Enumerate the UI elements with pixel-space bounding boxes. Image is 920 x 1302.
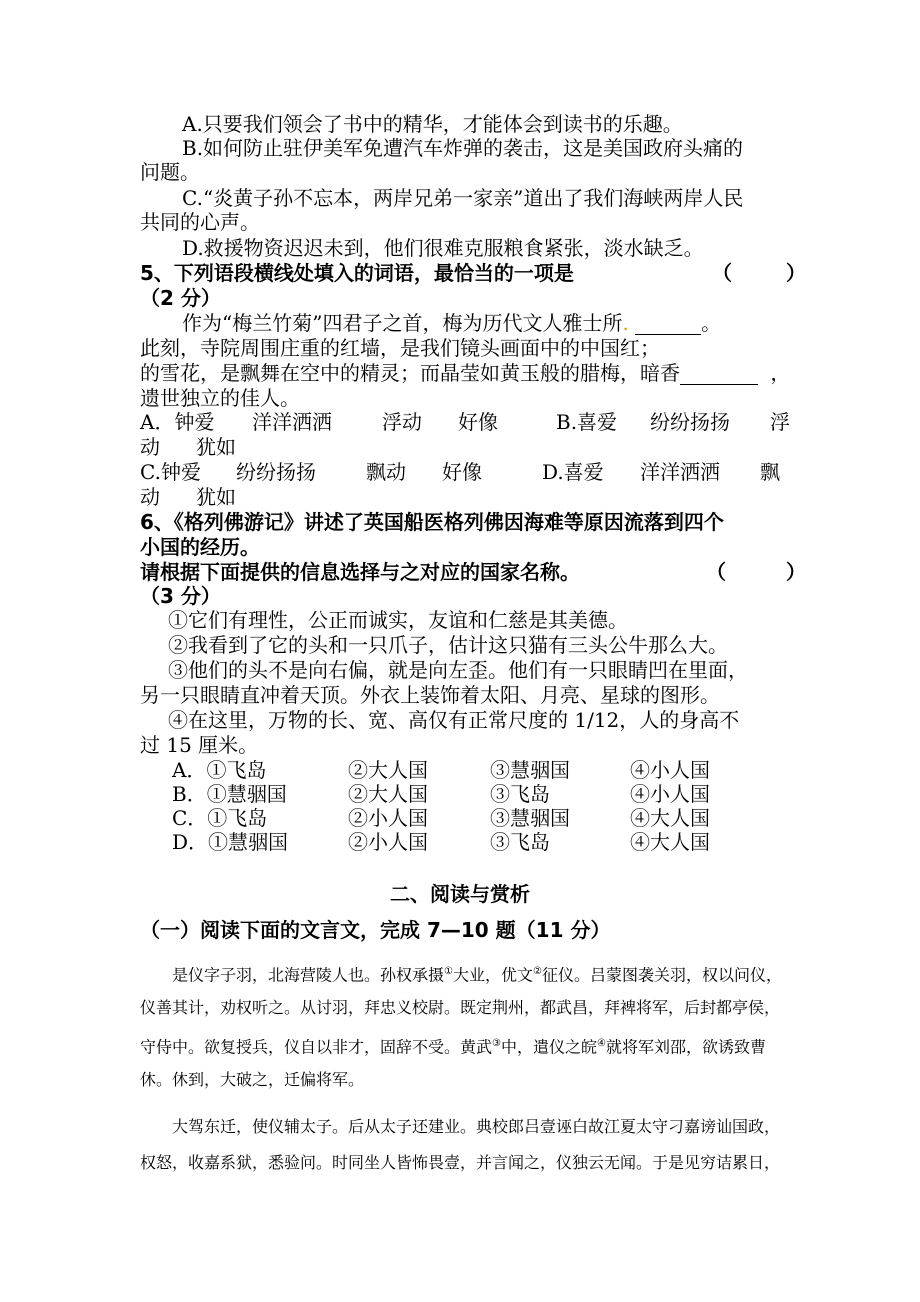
- passage-line-3c: 就将军刘邵，欲诱致曹: [605, 1037, 766, 1057]
- passage-line-1c: 征仪。吕蒙图袭关羽，权以问仪，: [541, 965, 782, 985]
- q6-option-a-2: ②大人国: [348, 758, 428, 782]
- q6-info-3a: ③他们的头不是向右偏，就是向左歪。他们有一只眼睛凹在里面，: [168, 658, 748, 682]
- q5-passage-4: 遗世独立的佳人。: [140, 386, 300, 410]
- q6-info-4b: 过 15 厘米。: [140, 733, 259, 757]
- q5-option-a-4: 好像: [458, 410, 498, 434]
- passage-line-2: 仪善其计，劝权听之。从讨羽，拜忠义校尉。既定荆州，都武昌，拜裨将军，后封都亭侯，: [140, 998, 781, 1017]
- q5-paren-left: （: [712, 261, 732, 285]
- q5-passage-3-comma: ，: [770, 361, 791, 385]
- q6-info-2: ②我看到了它的头和一只爪子，估计这只猫有三头公牛那么大。: [168, 633, 728, 657]
- q5-passage-2: 此刻，寺院周围庄重的红墙，是我们镜头画面中的中国红；: [140, 336, 660, 360]
- q5-passage-1-text: 作为“梅兰竹菊”四君子之首，梅为历代文人雅士所: [182, 311, 623, 335]
- q5-option-c: C.钟爱: [140, 460, 201, 484]
- q6-option-a-4: ④小人国: [630, 758, 710, 782]
- q5-paren-right: ）: [786, 261, 806, 285]
- q6-option-b-4: ④小人国: [630, 782, 710, 806]
- footnote-3: ③: [492, 1038, 501, 1049]
- passage-line-5: 大驾东迁，使仪辅太子。后从太子还建业。典校郎吕壹诬白故江夏太守刁嘉谤讪国政，: [172, 1117, 781, 1136]
- footnote-2: ②: [533, 966, 542, 977]
- q6-option-b-1: B．①慧骃国: [172, 782, 287, 806]
- q6-option-d-2: ②小人国: [348, 830, 428, 854]
- q5-option-a-3: 浮动: [382, 410, 422, 434]
- q5-option-d-2: 洋洋洒洒: [640, 460, 720, 484]
- q5-blank-2[interactable]: [680, 364, 758, 385]
- q4-option-d: D.救援物资迟迟未到，他们很难克服粮食紧张，淡水缺乏。: [182, 236, 704, 260]
- q5-option-d: D.喜爱: [542, 460, 604, 484]
- q4-option-c: C.“炎黄子孙不忘本，两岸兄弟一家亲”道出了我们海峡两岸人民: [182, 186, 744, 210]
- q6-option-d-4: ④大人国: [630, 830, 710, 854]
- q5-score: （2 分）: [140, 286, 221, 310]
- q5-option-d-3-cont: 动: [140, 485, 160, 509]
- q4-option-a: A.只要我们领会了书中的精华，才能体会到读书的乐趣。: [182, 112, 683, 136]
- q4-option-b-cont: 问题。: [140, 160, 200, 184]
- q4-option-b: B.如何防止驻伊美军免遭汽车炸弹的袭击，这是美国政府头痛的: [182, 136, 744, 160]
- q5-option-c-2: 纷纷扬扬: [236, 460, 316, 484]
- q6-option-a-1: A．①飞岛: [172, 758, 267, 782]
- q5-option-a: A．钟爱: [140, 410, 215, 434]
- q5-option-b-3: 浮: [770, 410, 790, 434]
- q5-passage-3-text: 的雪花，是飘舞在空中的精灵；而晶莹如黄玉般的腊梅，暗香: [140, 361, 680, 385]
- q5-option-d-3: 飘: [760, 460, 780, 484]
- q5-passage-1: 作为“梅兰竹菊”四君子之首，梅为历代文人雅士所. 。: [182, 311, 722, 335]
- q6-info-1: ①它们有理性，公正而诚实，友谊和仁慈是其美德。: [168, 608, 628, 632]
- section-title: 二、阅读与赏析: [390, 882, 530, 906]
- q5-passage-3: [140, 361, 790, 385]
- q5-option-b: B.喜爱: [556, 410, 618, 434]
- passage-line-3b: 中，遣仪之皖: [500, 1037, 597, 1057]
- q5-option-c-4: 好像: [442, 460, 482, 484]
- q6-option-b-2: ②大人国: [348, 782, 428, 806]
- q6-option-c-4: ④大人国: [630, 806, 710, 830]
- passage-line-4: 休。休到，大破之，迁偏将军。: [140, 1070, 365, 1089]
- passage-line-3a: 守侍中。欲复授兵，仪自以非才，固辞不受。黄武: [140, 1037, 493, 1057]
- q6-option-b-3: ③飞岛: [490, 782, 550, 806]
- q6-option-d-3: ③飞岛: [490, 830, 550, 854]
- q5-blank-1[interactable]: [635, 314, 701, 335]
- q6-option-c-1: C．①飞岛: [172, 806, 268, 830]
- q6-option-a-3: ③慧骃国: [490, 758, 570, 782]
- footnote-1: ①: [444, 966, 453, 977]
- q6-score: （3 分）: [140, 584, 221, 608]
- passage-line-3: [140, 1034, 766, 1057]
- footnote-4: ④: [597, 1038, 606, 1049]
- q5-option-b-4: 犹如: [196, 435, 236, 459]
- q6-info-4a: ④在这里，万物的长、宽、高仅有正常尺度的 1/12，人的身高不: [168, 708, 740, 732]
- q5-option-d-4: 犹如: [196, 485, 236, 509]
- q4-option-c-cont: 共同的心声。: [140, 210, 260, 234]
- passage-line-1b: 大业，优文: [452, 965, 533, 985]
- q6-paren-right: ）: [786, 560, 806, 584]
- section-subtitle: （一）阅读下面的文言文，完成 7—10 题（11 分）: [140, 918, 611, 942]
- passage-line-6: 权怒，收嘉系狱，悉验问。时同坐人皆怖畏壹，并言闻之，仪独云无闻。于是见穷诘累日，: [140, 1153, 781, 1172]
- passage-line-1: [172, 962, 782, 985]
- q6-option-d-1: D．①慧骃国: [172, 830, 289, 854]
- q6-paren-left: （: [706, 560, 726, 584]
- q6-title-3: 请根据下面提供的信息选择与之对应的国家名称。: [140, 560, 580, 584]
- q5-option-b-2: 纷纷扬扬: [650, 410, 730, 434]
- q5-option-a-2: 洋洋洒洒: [252, 410, 332, 434]
- passage-line-1a: 是仪字子羽，北海营陵人也。孙权承摄: [172, 965, 445, 985]
- q6-title-2: 小国的经历。: [140, 535, 260, 559]
- q5-option-c-3: 飘动: [366, 460, 406, 484]
- q5-passage-1-end: 。: [701, 311, 722, 335]
- q6-option-c-2: ②小人国: [348, 806, 428, 830]
- q6-option-c-3: ③慧骃国: [490, 806, 570, 830]
- q5-title: 5、下列语段横线处填入的词语，最恰当的一项是: [140, 261, 574, 285]
- q6-title-1: 6、《格列佛游记》讲述了英国船医格列佛因海难等原因流落到四个: [140, 510, 724, 534]
- q5-option-b-3-cont: 动: [140, 435, 160, 459]
- q6-info-3b: 另一只眼睛直冲着天顶。外衣上装饰着太阳、月亮、星球的图形。: [140, 683, 720, 707]
